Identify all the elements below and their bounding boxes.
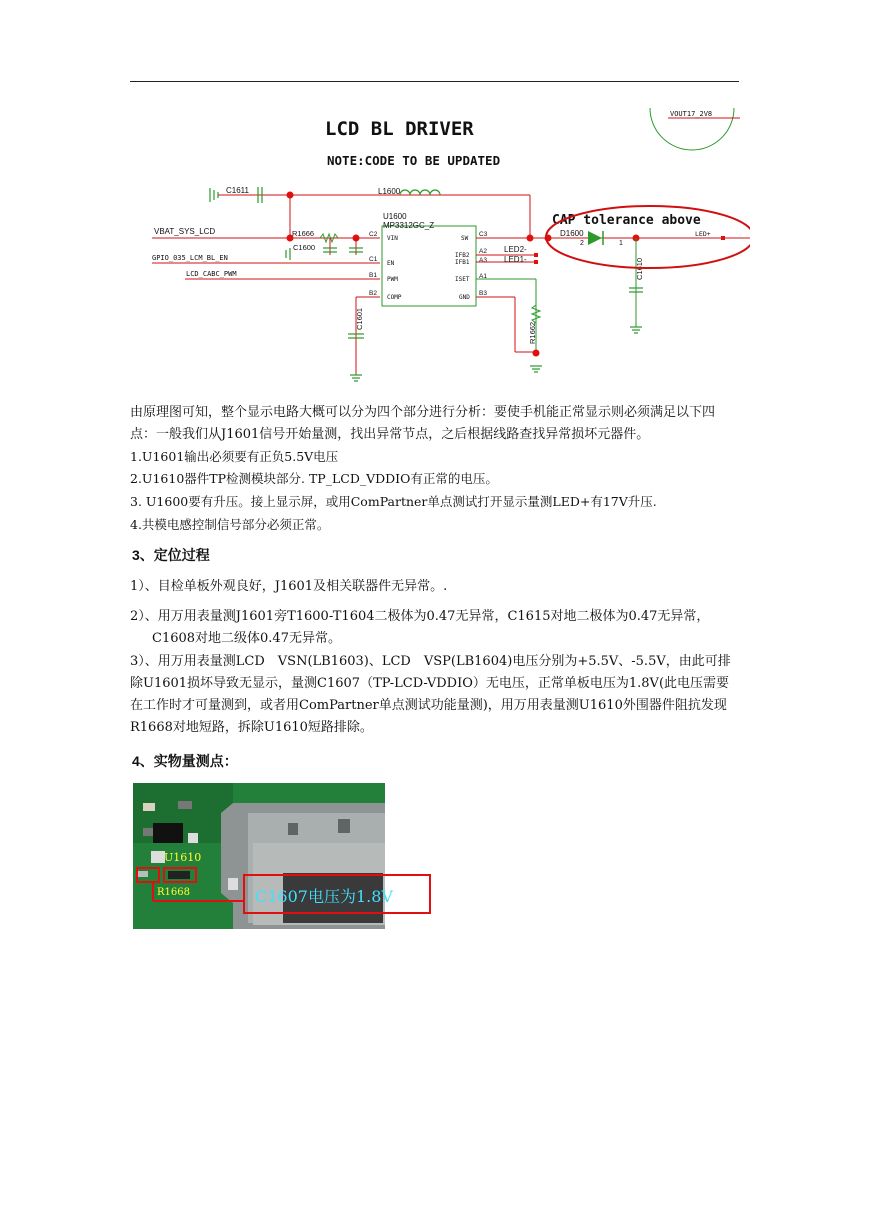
header-rule (130, 81, 739, 82)
pin-sw: SW (461, 235, 469, 242)
pin-pwm: PWM (387, 276, 398, 283)
pin-comp: COMP (387, 294, 402, 301)
intro-paragraph: 由原理图可知，整个显示电路大概可以分为四个部分进行分析：要使手机能正常显示则必须满足以下四点：一般我们从J1601信号开始量测，找出异常节点，之后根据线路查找异常损坏元器件。 (130, 405, 716, 442)
pin-id-b1: B1 (369, 272, 377, 279)
net-ledp: LED+ (695, 230, 711, 238)
condition-1: 1.U1601输出必须要有正负5.5V电压 (130, 449, 339, 464)
c1610-label: C1610 (635, 257, 644, 280)
c1600-label: C1600 (293, 243, 316, 252)
pin-ifb1: IFB1 (455, 259, 470, 266)
c1607-callout (243, 874, 431, 914)
section-3-title: 3、定位过程 (132, 547, 210, 563)
cap-tolerance-note: CAP tolerance above (552, 213, 701, 228)
net-led1: LED1- (504, 255, 527, 264)
condition-2: 2.U1610器件TP检测模块部分. TP_LCD_VDDIO有正常的电压。 (130, 471, 498, 486)
pin-en: EN (387, 260, 395, 267)
l1600-label: L1600 (378, 187, 401, 196)
section-4-title: 4、实物量测点： (132, 753, 238, 769)
photo-label-r1668: R1668 (157, 887, 190, 898)
step-3: 3）、用万用表量测LCD VSN(LB1603)、LCD VSP(LB1604)电压分别为+5.5V、-5.5V，由此可排除U1601损坏导致无显示，量测C1607（TP-LCD-VDDIO）无电压，正常单板电压为1.8V(此电压需要在工作时才可量测到，或者用ComPartner单点测试功能量测)，用万用表量测U1610外围器件阻抗发现R1668对地短路，拆除U1610短路排除。 (130, 654, 731, 735)
ic-part: MP3312GC_Z (383, 221, 435, 230)
schematic-title: LCD BL DRIVER (325, 118, 474, 140)
net-led2: LED2- (504, 245, 527, 254)
step-1: 1）、目检单板外观良好，J1601及相关联器件无异常。. (130, 579, 448, 594)
net-cabc: LCD_CABC_PWM (186, 270, 237, 278)
pin-id-a2: A2 (479, 248, 487, 255)
ic-ref: U1600 (383, 212, 407, 221)
net-vbat: VBAT_SYS_LCD (154, 227, 216, 236)
step-2-line-1: 2）、用万用表量测J1601旁T1600-T1604二极体为0.47无异常，C1615对地二极体为0.47无异常， (130, 609, 710, 624)
pin-id-c3: C3 (479, 231, 488, 238)
pin-id-c1: C1 (369, 256, 378, 263)
condition-3: 3. U1600要有升压。接上显示屏，或用ComPartner单点测试打开显示量测LED+有17V升压. (130, 494, 657, 509)
step-2 (130, 606, 742, 650)
r1662-label: R1662 (528, 321, 537, 344)
pin-id-a3: A3 (479, 257, 487, 264)
pin-id-b2: B2 (369, 290, 377, 297)
d1600-pin2: 2 (580, 240, 584, 247)
schematic-note: NOTE:CODE TO BE UPDATED (327, 153, 501, 168)
pin-id-b3: B3 (479, 290, 487, 297)
d1600-label: D1600 (560, 229, 584, 238)
step-2-line-2: C1608对地二级体0.47无异常。 (152, 631, 341, 646)
pin-ifb2: IFB2 (455, 252, 470, 259)
condition-4: 4.共模电感控制信号部分必须正常。 (130, 517, 330, 532)
d1600-diode (588, 231, 602, 245)
c1601-label: C1601 (355, 307, 364, 330)
pin-vin: VIN (387, 235, 398, 242)
l1600-inductor (400, 190, 440, 195)
pin-iset: ISET (455, 276, 470, 283)
r1666-label: R1666 (292, 229, 315, 238)
net-gpio: GPIO_035_LCM_BL_EN (152, 254, 228, 262)
c1611-label: C1611 (226, 186, 249, 195)
c1607-callout-text: C1607电压为1.8V (255, 887, 393, 906)
pin-id-c2: C2 (369, 231, 378, 238)
vout-label: VOUT17_2V8 (670, 110, 713, 118)
d1600-pin1: 1 (619, 240, 623, 247)
pin-id-a1: A1 (479, 273, 487, 280)
photo-label-u1610: U1610 (164, 851, 202, 864)
pin-gnd: GND (459, 294, 470, 301)
lcd-bl-driver-schematic (130, 90, 750, 390)
